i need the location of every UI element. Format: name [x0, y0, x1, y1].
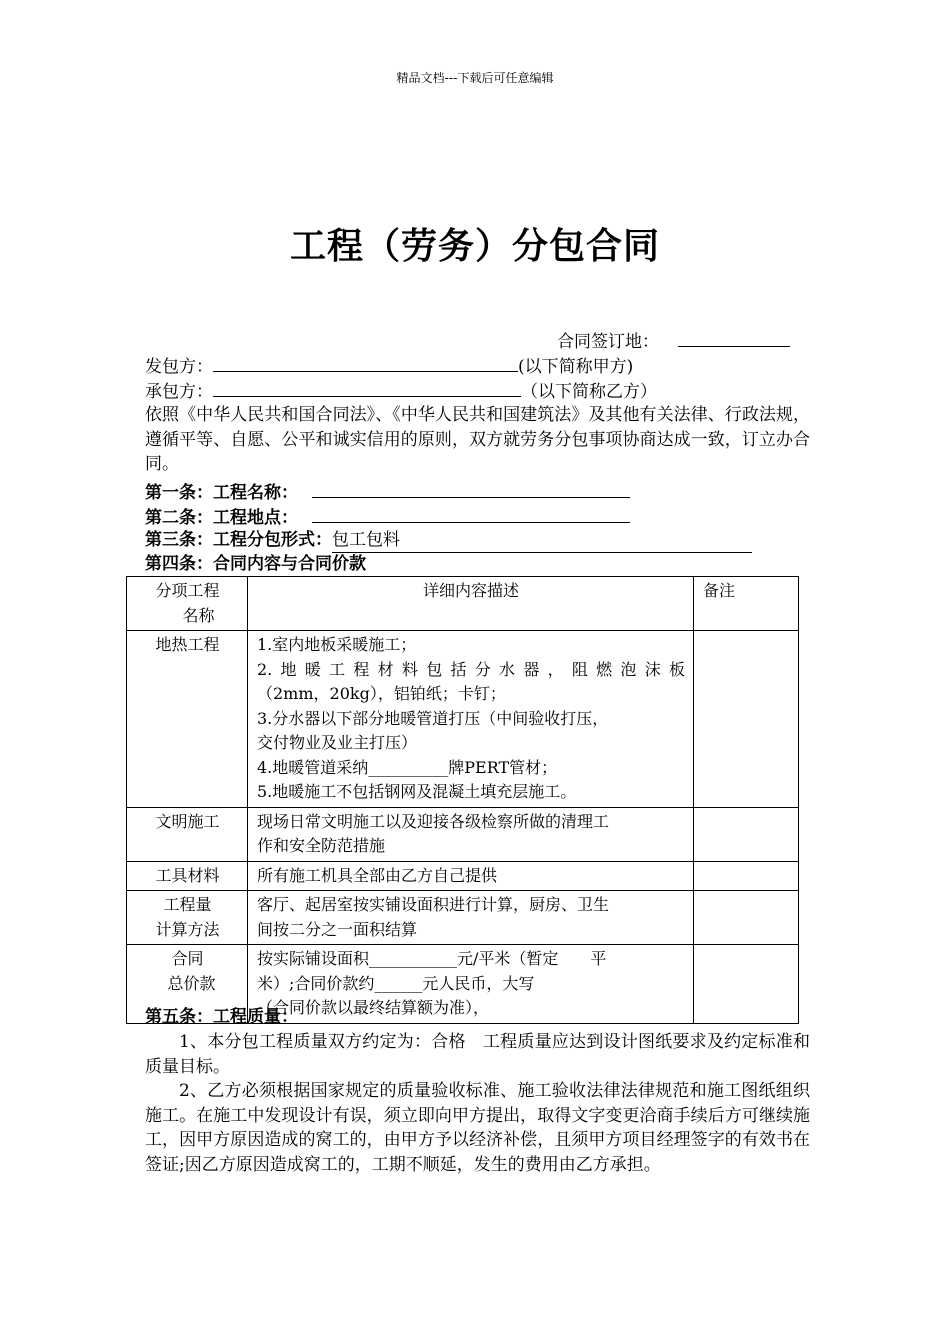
row-description: 现场日常文明施工以及迎接各级检察所做的清理工 作和安全防范措施 — [248, 807, 694, 861]
row-description: 1.室内地板采暖施工； 2.地暖工程材料包括分水器，阻燃泡沫板 （2mm，20kg），铝铂纸；卡钉； 3.分水器以下部分地暖管道打压（中间验收打压， 交付物业及业主打压） 4.地暖管道采纳__________牌PERT管材； 5.地暖施工不包括钢网及混凝土填充层施工。 — [248, 631, 694, 808]
party-a-label: 发包方： — [145, 357, 213, 377]
party-a-line — [145, 353, 633, 379]
party-a-blank — [213, 353, 518, 372]
row-description: 按实际铺设面积___________元/平米（暂定 平 米）;合同价款约______元人民币，大写 （合同价款以最终结算额为准）， — [248, 945, 694, 1024]
sign-place-blank — [678, 328, 790, 347]
row-remarks — [694, 945, 799, 1024]
article-3-label: 第三条：工程分包形式： — [145, 530, 332, 550]
row-item-name: 工程量 计算方法 — [127, 891, 248, 945]
row-remarks — [694, 807, 799, 861]
party-b-blank — [213, 378, 521, 397]
article-3 — [145, 528, 752, 553]
article-3-value: 包工包料 — [332, 528, 752, 553]
row-remarks — [694, 891, 799, 945]
article-2-blank — [312, 504, 630, 523]
sign-place-line — [557, 328, 790, 354]
article-1 — [145, 479, 630, 505]
header-note: 精品文档---下载后可任意编辑 — [396, 71, 554, 85]
header-remarks: 备注 — [694, 577, 799, 631]
header-description: 详细内容描述 — [248, 577, 694, 631]
party-b-suffix: （以下简称乙方） — [521, 382, 657, 402]
contract-content-table — [126, 576, 799, 1024]
article-2-label: 第二条：工程地点： — [145, 508, 298, 528]
table-header-row — [127, 577, 799, 631]
table-row — [127, 861, 799, 891]
party-b-line — [145, 378, 657, 404]
intro-paragraph: 依照《中华人民共和国合同法》、《中华人民共和国建筑法》及其他有关法律、行政法规，遵循平等、自愿、公平和诚实信用的原则，双方就劳务分包事项协商达成一致，订立办合同。 — [145, 405, 810, 474]
row-item-name: 合同 总价款 — [127, 945, 248, 1024]
table-row — [127, 631, 799, 808]
header-item-name: 分项工程 名称 — [127, 577, 248, 631]
row-item-name: 文明施工 — [127, 807, 248, 861]
party-a-suffix: (以下简称甲方) — [518, 357, 634, 377]
article-1-label: 第一条：工程名称： — [145, 483, 298, 503]
party-b-label: 承包方： — [145, 382, 213, 402]
page-title: 工程（劳务）分包合同 — [289, 226, 660, 267]
table-row — [127, 807, 799, 861]
row-item-name: 工具材料 — [127, 861, 248, 891]
row-item-name: 地热工程 — [127, 631, 248, 808]
row-description: 客厅、起居室按实铺设面积进行计算，厨房、卫生 间按二分之一面积结算 — [248, 891, 694, 945]
article-5: 第五条：工程质量： — [145, 1007, 298, 1027]
quality-paragraph-2: 2、乙方必须根据国家规定的质量验收标准、施工验收法律法律规范和施工图纸组织施工。在施工中发现设计有误，须立即向甲方提出，取得文字变更洽商手续后方可继续施工，因甲方原因造成的窝工的，由甲方予以经济补偿，且须甲方项目经理签字的有效书在签证;因乙方原因造成窝工的，工期不顺延，发生的费用由乙方承担。 — [145, 1081, 810, 1175]
article-2 — [145, 504, 630, 530]
row-remarks — [694, 631, 799, 808]
article-1-blank — [312, 479, 630, 498]
row-description: 所有施工机具全部由乙方自己提供 — [248, 861, 694, 891]
quality-paragraph-1: 1、本分包工程质量双方约定为：合格 工程质量应达到设计图纸要求及约定标准和质量目标。 — [145, 1032, 810, 1077]
article-4: 第四条：合同内容与合同价款 — [145, 554, 366, 574]
sign-place-label: 合同签订地： — [557, 332, 659, 352]
table-row — [127, 891, 799, 945]
row-remarks — [694, 861, 799, 891]
